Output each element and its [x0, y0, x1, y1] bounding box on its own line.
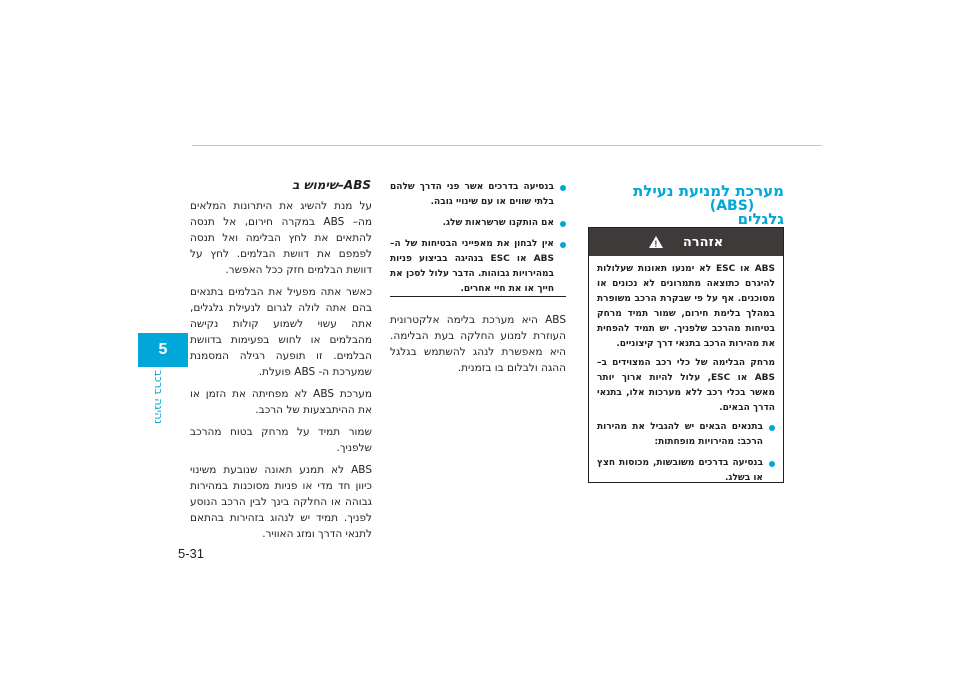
body-paragraph: ABS היא מערכת בלימה אלקטרונית העוזרת למנוע החלקה בעת הבלימה. היא מאפשרת לנהג להשתמש בגלגל ההגה ולבלום בו בזמנית.	[390, 314, 566, 374]
list-item: בנסיעה בדרכים משובשות, מכוסות חצץ או בשלג.	[597, 456, 775, 486]
section-heading: מערכת למניעת נעילת גלגלים	[633, 182, 784, 228]
body-paragraph: מערכת ABS לא מפחיתה את הזמן או את ההיתבצעות של הרכב.	[190, 388, 372, 416]
section-heading-sub: (ABS)	[709, 198, 755, 214]
body-paragraph: שמור תמיד על מרחק בטוח מהרכב שלפניך.	[190, 426, 372, 454]
warning-header	[589, 228, 783, 256]
chapter-tab: 5	[138, 333, 188, 367]
body-paragraph: על מנת להשיג את היתרונות המלאים מה– ABS במקרה חירום, אל תנסה להתאים את לחץ הבלימה ואל תנסה לפמפם את דוושת הבלמים. לחץ על דוושת הבלמים חזק ככל האפשר.	[190, 200, 372, 276]
warning-box	[588, 227, 784, 483]
conditions-bullets	[390, 180, 566, 297]
list-item: אם הותקנו שרשראות שלג.	[390, 216, 566, 231]
warning-body	[589, 256, 783, 498]
abs-usage-text	[190, 198, 372, 548]
body-paragraph: ABS לא תמנע תאונה שנובעת משינוי כיוון חד מדי או פניות מסוכנות במהירות גבוהה או החלקה בינך לבין הרכב הנוסע לפניך. תמיד יש לנהוג בזהירות בהתאם לתנאי הדרך ומזג האוויר.	[190, 464, 372, 540]
page-number: 5-31	[178, 546, 205, 561]
warning-paragraph: ABS או ESC לא ימנעו תאונות שעלולות להיגרם כתוצאה מתמרונים לא נכונים או מסוכנים. אף על פי שבקרת הרכב משופרת במהלך בלימת חירום, שמור תמיד מרחק בטיחות מהרכב שלפניך. יש תמיד להפחית את מהירות הרכב בתנאי דרך קיצוניים.	[597, 264, 775, 349]
list-item: אין לבחון את מאפייני הבטיחות של ה– ABS או ESC בנהיגה בביצוע פניות במהירויות גבוהות. הדבר עלול לסכן את חייך או את חיי אחרים.	[390, 237, 566, 297]
warning-paragraph: מרחק הבלימה של כלי רכב המצוידים ב– ABS או ESC, עלול להיות ארוך יותר מאשר בכלי רכב ללא מערכות אלו, בתנאי הדרך הבאים.	[597, 358, 775, 413]
abs-usage-title: שימוש ב–ABS	[292, 178, 371, 192]
warning-title: אזהרה	[682, 234, 724, 250]
list-item: בתנאים הבאים יש להגביל את מהירות הרכב: מהירויות מופחתות:	[597, 420, 775, 450]
body-paragraph: כאשר אתה מפעיל את הבלמים בתנאים בהם אתה לולה לגרום לנעילת גלגלים, אתה עשוי לשמוע קולות נקישה מהבלמים או לחוש בפעימות בדוושת הבלמים. זו תופעה רגילה המסמנת שמערכת ה- ABS פועלת.	[190, 286, 372, 378]
warning-bullets	[597, 420, 775, 486]
warning-triangle-icon: !	[649, 236, 663, 248]
list-item: בנסיעה בדרכים אשר פני הדרך שלהם בלתי שווים או עם שינויי גובה.	[390, 180, 566, 210]
abs-description	[390, 312, 566, 382]
top-rule	[192, 145, 822, 146]
chapter-side-label: נהיגה ברכב	[152, 370, 165, 425]
conditions-box	[390, 180, 566, 297]
